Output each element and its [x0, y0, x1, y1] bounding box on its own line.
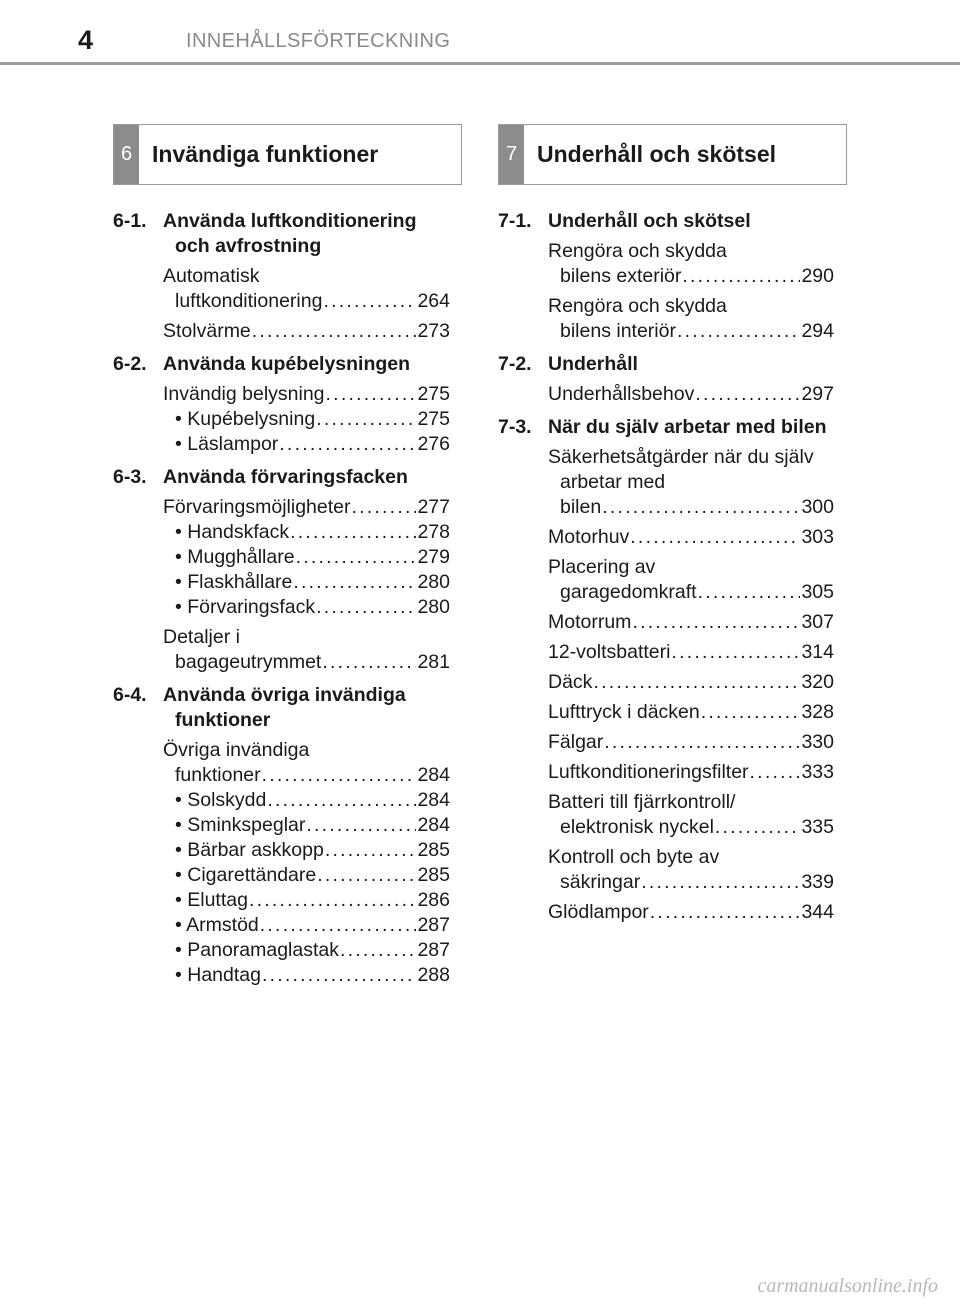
page-reference: 276: [417, 433, 450, 455]
toc-entry-label: Underhållsbehov: [548, 383, 695, 405]
toc-leader-row: [548, 730, 834, 755]
toc-entry-label: • Flaskhållare: [175, 571, 293, 593]
toc-leader-row: [163, 763, 450, 788]
toc-entry[interactable]: [548, 845, 834, 895]
toc-subentry[interactable]: [175, 813, 450, 838]
toc-entry-title: Batteri till fjärrkontroll/: [548, 791, 736, 813]
toc-leader-row: [163, 319, 450, 344]
toc-entry-label: luftkonditionering: [175, 290, 323, 312]
dot-leader: [296, 545, 417, 570]
toc-leader-row: [175, 545, 450, 570]
toc-subentry[interactable]: [175, 545, 450, 570]
page-title: INNEHÅLLSFÖRTECKNING: [186, 30, 451, 52]
page-reference: 328: [801, 701, 834, 723]
page-reference: 330: [801, 731, 834, 753]
toc-leader-row: [175, 963, 450, 988]
toc-subentry[interactable]: [175, 888, 450, 913]
toc-entry[interactable]: [548, 790, 834, 840]
toc-entry-label: Motorrum: [548, 611, 632, 633]
toc-entry[interactable]: [163, 319, 450, 344]
dot-leader: [641, 870, 800, 895]
toc-entry[interactable]: [163, 738, 450, 788]
page-reference: 273: [417, 320, 450, 342]
toc-section: [498, 352, 834, 407]
dot-leader: [604, 730, 800, 755]
dot-leader: [695, 382, 800, 407]
toc-section: [498, 209, 834, 344]
toc-section: [113, 352, 450, 457]
toc-entry-label: Däck: [548, 671, 593, 693]
toc-leader-row: [175, 570, 450, 595]
page-reference: 280: [417, 571, 450, 593]
dot-leader: [262, 763, 417, 788]
toc-entry-label: • Bärbar askkopp: [175, 839, 324, 861]
dot-leader: [650, 900, 801, 925]
dot-leader: [316, 595, 416, 620]
toc-entry-title: Detaljer i: [163, 626, 240, 648]
toc-entry-label: • Läslampor: [175, 433, 279, 455]
toc-leader-row: [548, 760, 834, 785]
chapter-6-heading: [113, 124, 462, 185]
page-reference: 275: [417, 383, 450, 405]
chapter-7-contents: [498, 209, 834, 933]
dot-leader: [323, 289, 416, 314]
toc-subentry[interactable]: [175, 938, 450, 963]
page-reference: 305: [801, 581, 834, 603]
dot-leader: [279, 432, 416, 457]
toc-leader-row: [175, 407, 450, 432]
chapter-number-tab: 7: [499, 125, 524, 184]
dot-leader: [352, 495, 417, 520]
toc-leader-row: [175, 913, 450, 938]
dot-leader: [632, 610, 800, 635]
section-number: 7-2.: [498, 353, 532, 375]
toc-leader-row: [548, 525, 834, 550]
dot-leader: [593, 670, 800, 695]
toc-entry-label: • Kupébelysning: [175, 408, 316, 430]
dot-leader: [325, 838, 417, 863]
toc-entry-title: Rengöra och skydda: [548, 295, 727, 317]
toc-leader-row: [163, 289, 450, 314]
section-title: Använda förvaringsfacken: [163, 466, 408, 488]
toc-entry[interactable]: [548, 610, 834, 635]
section-title: Underhåll: [548, 353, 638, 375]
toc-subentry[interactable]: [175, 407, 450, 432]
toc-subentry[interactable]: [175, 838, 450, 863]
page-reference: 285: [417, 839, 450, 861]
page-reference: 275: [417, 408, 450, 430]
toc-entry[interactable]: [548, 239, 834, 289]
site-watermark: carmanualsonline.info: [757, 1275, 938, 1297]
page-reference: 303: [801, 526, 834, 548]
dot-leader: [682, 264, 800, 289]
toc-entry-label: Invändig belysning: [163, 383, 325, 405]
toc-leader-row: [548, 700, 834, 725]
chapter-6-contents: [113, 209, 450, 996]
dot-leader: [317, 863, 416, 888]
page-reference: 279: [417, 546, 450, 568]
dot-leader: [677, 319, 800, 344]
section-number: 6-1.: [113, 210, 147, 232]
page-header: [0, 0, 960, 66]
dot-leader: [322, 650, 416, 675]
dot-leader: [701, 700, 801, 725]
toc-entry-label: • Eluttag: [175, 889, 248, 911]
toc-leader-row: [175, 520, 450, 545]
toc-entry-label: bilen: [560, 496, 602, 518]
toc-leader-row: [175, 788, 450, 813]
toc-subentry[interactable]: [175, 520, 450, 545]
toc-entry[interactable]: [548, 760, 834, 785]
toc-subentry[interactable]: [175, 432, 450, 457]
section-number: 7-3.: [498, 416, 532, 438]
dot-leader: [316, 407, 416, 432]
toc-entry-label: • Solskydd: [175, 789, 267, 811]
toc-entry-title: Kontroll och byte av: [548, 846, 720, 868]
section-title: Använda övriga invändiga funktioner: [163, 684, 406, 731]
toc-entry-title: Rengöra och skydda: [548, 240, 727, 262]
toc-leader-row: [163, 495, 450, 520]
toc-leader-row: [548, 870, 834, 895]
dot-leader: [698, 580, 801, 605]
page-reference: 284: [417, 789, 450, 811]
toc-leader-row: [548, 610, 834, 635]
section-number: 6-4.: [113, 684, 147, 706]
toc-leader-row: [548, 815, 834, 840]
toc-entry[interactable]: [548, 525, 834, 550]
toc-entry-label: • Panoramaglastak: [175, 939, 339, 961]
dot-leader: [252, 319, 417, 344]
toc-entry[interactable]: [548, 730, 834, 755]
chapter-7-heading: [498, 124, 847, 185]
toc-entry-label: Stolvärme: [163, 320, 251, 342]
toc-entry[interactable]: [548, 700, 834, 725]
toc-leader-row: [175, 432, 450, 457]
toc-leader-row: [175, 888, 450, 913]
toc-subentry[interactable]: [175, 913, 450, 938]
toc-leader-row: [163, 382, 450, 407]
toc-entry-label: Motorhuv: [548, 526, 630, 548]
dot-leader: [671, 640, 800, 665]
toc-section: [113, 465, 450, 675]
page-reference: 297: [801, 383, 834, 405]
toc-entry-title: Placering av: [548, 556, 656, 578]
toc-entry-label: • Handskfack: [175, 521, 290, 543]
toc-entry-label: • Mugghållare: [175, 546, 295, 568]
page-reference: 320: [801, 671, 834, 693]
toc-entry[interactable]: [548, 555, 834, 605]
page-reference: 277: [417, 496, 450, 518]
toc-leader-row: [548, 670, 834, 695]
page-reference: 335: [801, 816, 834, 838]
page-reference: 285: [417, 864, 450, 886]
toc-subentry[interactable]: [175, 595, 450, 620]
dot-leader: [750, 760, 801, 785]
toc-entry-label: Fälgar: [548, 731, 604, 753]
toc-subentry[interactable]: [175, 863, 450, 888]
page-number: 4: [78, 25, 94, 55]
dot-leader: [290, 520, 416, 545]
toc-entry[interactable]: [163, 495, 450, 520]
page-reference: 288: [417, 964, 450, 986]
toc-entry[interactable]: [548, 900, 834, 925]
toc-entry-label: elektronisk nyckel: [560, 816, 714, 838]
toc-entry-label: Förvaringsmöjligheter: [163, 496, 351, 518]
page-reference: 264: [417, 290, 450, 312]
section-title: När du själv arbetar med bilen: [548, 416, 827, 438]
toc-leader-row: [175, 813, 450, 838]
page-reference: 280: [417, 596, 450, 618]
section-title: Underhåll och skötsel: [548, 210, 751, 232]
toc-section: [113, 683, 450, 988]
toc-leader-row: [548, 580, 834, 605]
dot-leader: [260, 913, 417, 938]
toc-leader-row: [175, 863, 450, 888]
page-reference: 294: [801, 320, 834, 342]
chapter-title: Underhåll och skötsel: [537, 141, 777, 167]
toc-leader-row: [175, 595, 450, 620]
toc-entry-label: bagageutrymmet: [175, 651, 322, 673]
section-number: 7-1.: [498, 210, 532, 232]
toc-entry[interactable]: [548, 445, 834, 520]
toc-entry-title: Säkerhetsåtgärder när du själv arbetar med: [548, 446, 814, 493]
toc-entry[interactable]: [163, 625, 450, 675]
toc-entry-title: Övriga invändiga: [163, 739, 310, 761]
toc-leader-row: [548, 319, 834, 344]
toc-entry-label: • Cigarettändare: [175, 864, 317, 886]
toc-entry-label: bilens exteriör: [560, 265, 682, 287]
toc-leader-row: [548, 495, 834, 520]
toc-section: [113, 209, 450, 344]
section-number: 6-2.: [113, 353, 147, 375]
page-reference: 344: [801, 901, 834, 923]
chapter-number-tab: 6: [114, 125, 139, 184]
page-reference: 287: [417, 939, 450, 961]
dot-leader: [267, 788, 416, 813]
toc-leader-row: [548, 382, 834, 407]
toc-entry-label: • Armstöd: [175, 914, 259, 936]
dot-leader: [249, 888, 416, 913]
toc-entry[interactable]: [163, 264, 450, 314]
toc-subentry[interactable]: [175, 570, 450, 595]
toc-entry-label: funktioner: [175, 764, 261, 786]
page-reference: 287: [417, 914, 450, 936]
toc-entry[interactable]: [548, 640, 834, 665]
toc-entry-label: • Handtag: [175, 964, 261, 986]
dot-leader: [340, 938, 416, 963]
toc-leader-row: [175, 838, 450, 863]
dot-leader: [326, 382, 417, 407]
toc-leader-row: [548, 640, 834, 665]
toc-entry[interactable]: [548, 382, 834, 407]
toc-entry-label: • Sminkspeglar: [175, 814, 306, 836]
page-reference: 290: [801, 265, 834, 287]
page-reference: 278: [417, 521, 450, 543]
header-divider: [0, 62, 960, 65]
page-reference: 281: [417, 651, 450, 673]
toc-entry-label: Lufttryck i däcken: [548, 701, 700, 723]
page-reference: 333: [801, 761, 834, 783]
toc-entry-label: bilens interiör: [560, 320, 676, 342]
toc-section: [498, 415, 834, 925]
dot-leader: [715, 815, 801, 840]
toc-entry[interactable]: [548, 294, 834, 344]
chapter-title: Invändiga funktioner: [152, 141, 379, 167]
toc-subentry[interactable]: [175, 788, 450, 813]
toc-entry-title: Automatisk: [163, 265, 260, 287]
toc-entry-label: garagedomkraft: [560, 581, 697, 603]
toc-entry[interactable]: [548, 670, 834, 695]
page-reference: 314: [801, 641, 834, 663]
toc-entry-label: Glödlampor: [548, 901, 649, 923]
dot-leader: [602, 495, 800, 520]
section-title: Använda kupébelysningen: [163, 353, 411, 375]
page-reference: 286: [417, 889, 450, 911]
page-reference: 284: [417, 814, 450, 836]
toc-leader-row: [175, 938, 450, 963]
section-number: 6-3.: [113, 466, 147, 488]
toc-entry-label: säkringar: [560, 871, 641, 893]
toc-leader-row: [548, 264, 834, 289]
page-reference: 300: [801, 496, 834, 518]
page-reference: 284: [417, 764, 450, 786]
dot-leader: [293, 570, 416, 595]
dot-leader: [306, 813, 416, 838]
toc-leader-row: [548, 900, 834, 925]
page-reference: 339: [801, 871, 834, 893]
toc-entry-label: Luftkonditioneringsfilter: [548, 761, 749, 783]
toc-leader-row: [163, 650, 450, 675]
dot-leader: [630, 525, 800, 550]
dot-leader: [262, 963, 416, 988]
toc-entry-label: 12-voltsbatteri: [548, 641, 671, 663]
toc-entry[interactable]: [163, 382, 450, 407]
page-reference: 307: [801, 611, 834, 633]
toc-subentry[interactable]: [175, 963, 450, 988]
toc-entry-label: • Förvaringsfack: [175, 596, 316, 618]
section-title: Använda luftkonditionering och avfrostning: [163, 210, 417, 257]
